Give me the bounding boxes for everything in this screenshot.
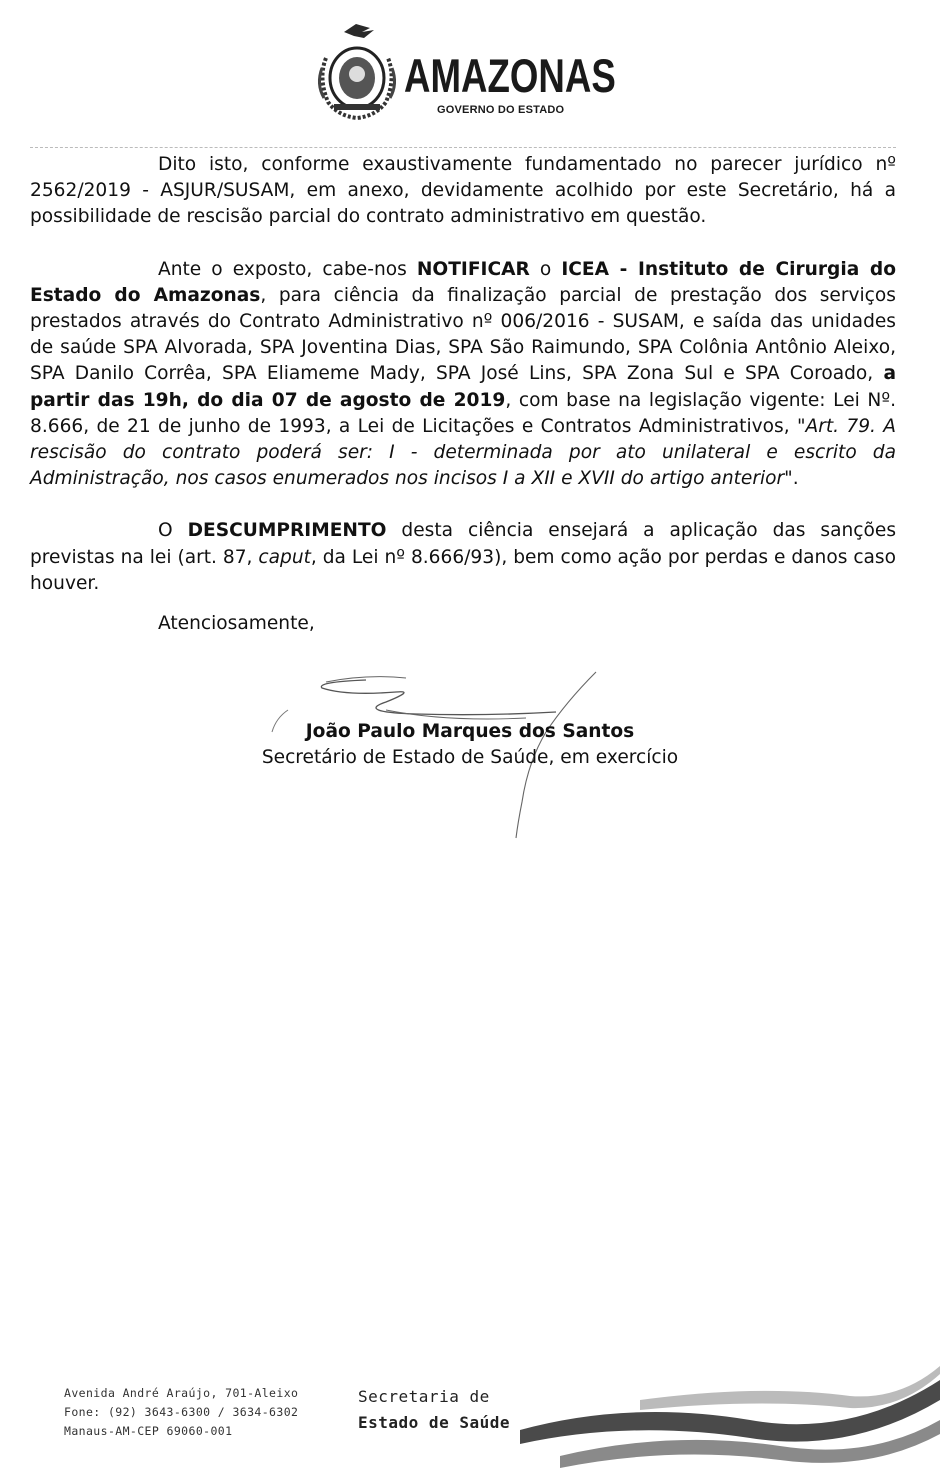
text-run: ICEA - Instituto de Cirurgia do Estado do Amazonas: [30, 258, 897, 306]
text-run: NOTIFICAR: [416, 258, 530, 280]
paragraph: [30, 257, 896, 493]
footer-waves-decoration: [520, 1360, 940, 1474]
address-phone: Fone: (92) 3643-6300 / 3634-6302: [64, 1405, 299, 1419]
text-run: , com base na legislação vigente: Lei Nº. 8.666, de 21 de junho de 1993, a Lei de Licitações e Contratos Administrativos,: [30, 389, 896, 437]
brand-title: AMAZONAS: [404, 49, 616, 102]
paragraph: [30, 152, 896, 231]
dept-line1: Secretaria de: [358, 1387, 490, 1406]
text-run: .: [792, 468, 799, 490]
text-run: "Art. 79. A rescisão do contrato poderá ser: I - determinada por ato unilateral e escrito da Administração, nos casos enumerados nos incisos I a XII e XVII do artigo anterior": [30, 415, 896, 490]
text-run: O: [158, 520, 188, 542]
text-run: caput: [258, 546, 311, 568]
dept-line2: Estado de Saúde: [358, 1413, 510, 1432]
text-run: o: [529, 258, 562, 280]
footer-address: [64, 1384, 298, 1441]
text-run: , da Lei nº 8.666/93), bem como ação por perdas e danos caso houver.: [30, 546, 896, 594]
text-run: Ante o exposto, cabe-nos: [158, 258, 417, 280]
paragraph: [30, 518, 896, 597]
coat-of-arms-icon: [314, 18, 400, 122]
closing-salutation: Atenciosamente,: [158, 613, 315, 635]
signatory-role: Secretário de Estado de Saúde, em exercício: [261, 747, 679, 768]
letter-body: [30, 152, 896, 637]
text-run: DESCUMPRIMENTO: [187, 520, 387, 542]
signatory-block: [0, 719, 940, 771]
letterhead: [310, 18, 630, 128]
text-run: , para ciência da finalização parcial de prestação dos serviços prestados através do Contrato Administrativo nº 006/2016 - SUSAM, e saída das unidades de saúde SPA Alvorada, SPA Joventina Dias, SPA São Raimundo, SPA Colônia Antônio Aleixo, SPA Danilo Corrêa, SPA Eliameme Mady, SPA José Lins, SPA Zona Sul e SPA Coroado,: [30, 284, 896, 385]
signatory-name: João Paulo Marques dos Santos: [305, 721, 635, 742]
address-city: Manaus-AM-CEP 69060-001: [64, 1424, 233, 1438]
footer-department: [358, 1384, 510, 1436]
text-run: desta ciência ensejará a aplicação das sanções previstas na lei (art. 87,: [30, 520, 897, 568]
address-street: Avenida André Araújo, 701-Aleixo: [64, 1386, 299, 1400]
text-run: a partir das 19h, do dia 07 de agosto de 2019: [30, 363, 896, 411]
brand-subtitle: GOVERNO DO ESTADO: [437, 104, 565, 116]
header-divider: [30, 147, 896, 148]
text-run: Dito isto, conforme exaustivamente fundamentado no parecer jurídico nº 2562/2019 - ASJUR/SUSAM, em anexo, devidamente acolhido por este Secretário, há a possibilidade de rescisão parcial do contrato administrativo em questão.: [30, 154, 896, 228]
